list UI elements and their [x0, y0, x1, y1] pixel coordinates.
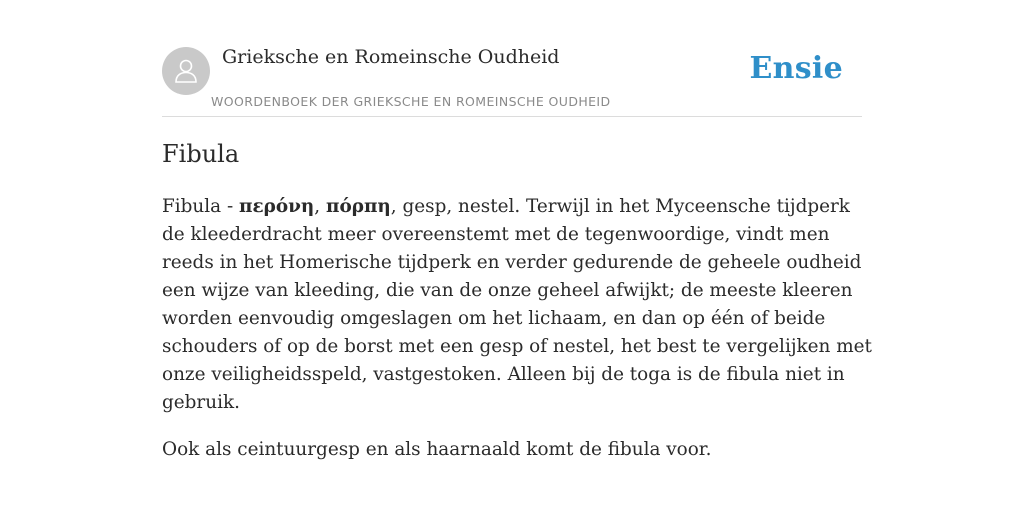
user-avatar-icon[interactable]: [162, 47, 210, 95]
article-title: Fibula: [162, 140, 240, 168]
person-icon: [171, 56, 201, 86]
term-separator: ,: [314, 196, 326, 217]
site-subtitle: WOORDENBOEK DER GRIEKSCHE EN ROMEINSCHE OUDHEID: [211, 94, 611, 109]
site-title[interactable]: Grieksche en Romeinsche Oudheid: [222, 46, 560, 68]
brand-logo[interactable]: Ensie: [749, 51, 843, 86]
article-body: [162, 193, 872, 483]
paragraph-text: , gesp, nestel. Terwijl in het Myceensche tijdperk de kleederdracht meer overeenstemt met de tegenwoordige, vindt men reeds in het Homerische tijdperk en verder gedurende de geheele oudheid een wijze van kleeding, die van de onze geheel afwijkt; de meeste kleeren worden eenvoudig omgeslagen om het lichaam, en dan op één of beide schouders of op de borst met een gesp of nestel, het best te vergelijken met onze veiligheidsspeld, vastgestoken. Alleen bij de toga is de fibula niet in gebruik.: [162, 196, 872, 413]
greek-term: πόρπη: [326, 196, 391, 217]
paragraph-lead: Fibula -: [162, 196, 240, 217]
greek-term: περόνη: [239, 196, 315, 217]
article-paragraph: [162, 193, 872, 417]
site-header: [162, 46, 862, 117]
article-paragraph: Ook als ceintuurgesp en als haarnaald komt de fibula voor.: [162, 439, 712, 460]
